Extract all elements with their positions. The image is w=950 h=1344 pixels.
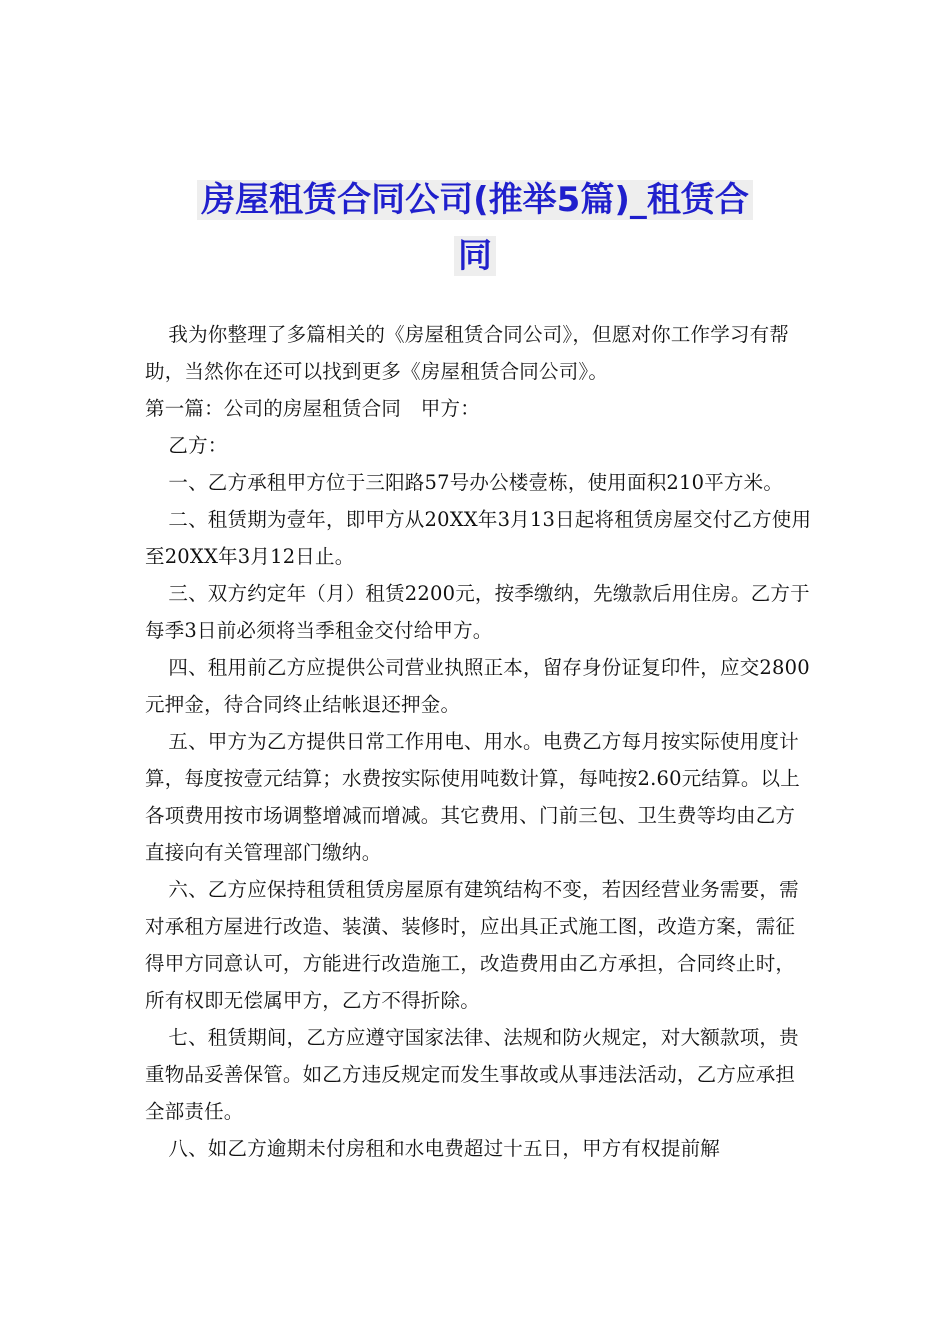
paragraph-clause-3: 三、双方约定年（月）租赁2200元，按季缴纳，先缴款后用住房。乙方于每季3日前必须将当季租金交付给甲方。 <box>145 582 810 642</box>
paragraph-intro: 我为你整理了多篇相关的《房屋租赁合同公司》，但愿对你工作学习有帮助，当然你在还可以找到更多《房屋租赁合同公司》。 <box>145 323 790 383</box>
paragraph-party-b: 乙方： <box>168 434 228 457</box>
paragraph-clause-8: 八、如乙方逾期未付房租和水电费超过十五日，甲方有权提前解 <box>168 1137 720 1160</box>
paragraph-section-heading: 第一篇：公司的房屋租赁合同 甲方： <box>145 397 480 420</box>
document-body <box>145 316 813 1167</box>
paragraph-clause-4: 四、租用前乙方应提供公司营业执照正本，留存身份证复印件，应交2800元押金，待合同终止结帐退还押金。 <box>145 656 810 716</box>
document-title <box>150 172 800 284</box>
title-line-1: 房屋租赁合同公司(推举5篇)_租赁合 <box>197 180 753 220</box>
paragraph-clause-7: 七、租赁期间，乙方应遵守国家法律、法规和防火规定，对大额款项，贵重物品妥善保管。如乙方违反规定而发生事故或从事违法活动，乙方应承担全部责任。 <box>145 1026 799 1123</box>
paragraph-clause-6: 六、乙方应保持租赁租赁房屋原有建筑结构不变，若因经营业务需要，需对承租方屋进行改造、装潢、装修时，应出具正式施工图，改造方案，需征得甲方同意认可，方能进行改造施工，改造费用由乙方承担，合同终止时，所有权即无偿属甲方，乙方不得折除。 <box>145 878 799 1012</box>
paragraph-clause-5: 五、甲方为乙方提供日常工作用电、用水。电费乙方每月按实际使用度计算，每度按壹元结算；水费按实际使用吨数计算，每吨按2.60元结算。以上各项费用按市场调整增减而增减。其它费用、门前三包、卫生费等均由乙方直接向有关管理部门缴纳。 <box>145 730 800 864</box>
paragraph-clause-2: 二、租赁期为壹年，即甲方从20XX年3月13日起将租赁房屋交付乙方使用至20XX年3月12日止。 <box>145 508 812 568</box>
title-line-2: 同 <box>454 236 496 276</box>
paragraph-clause-1: 一、乙方承租甲方位于三阳路57号办公楼壹栋，使用面积210平方米。 <box>168 471 784 494</box>
